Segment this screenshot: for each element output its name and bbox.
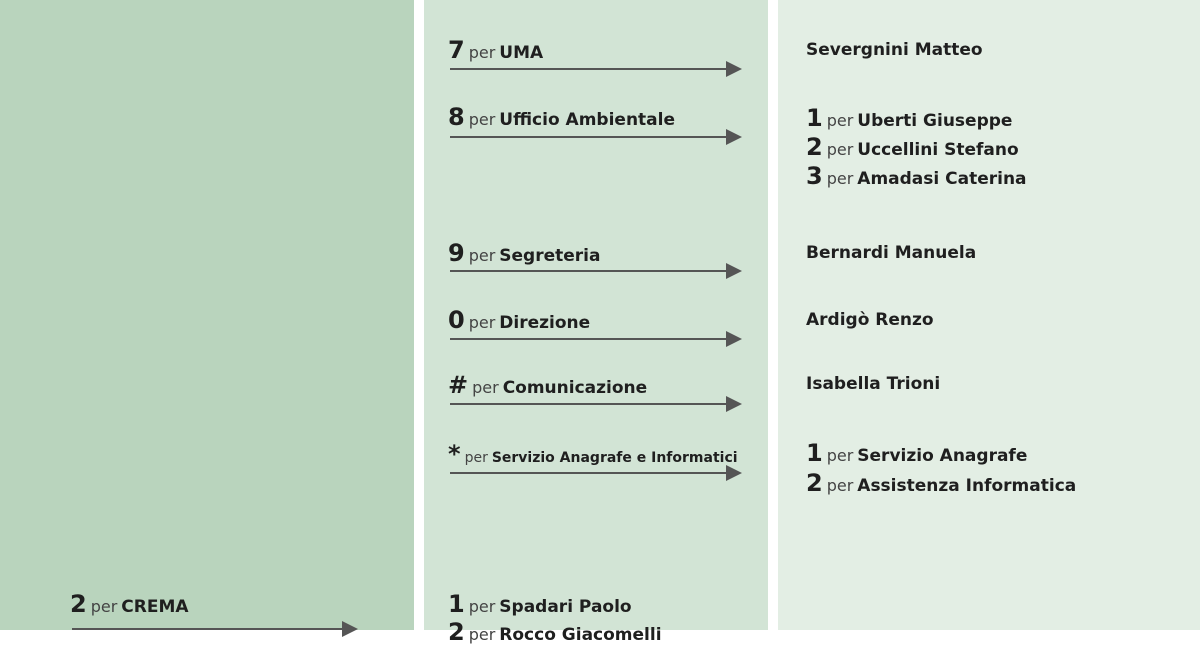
option-crema <box>70 592 189 616</box>
option-rocco-giacomelli <box>448 620 662 644</box>
option-label: Segreteria <box>499 246 601 266</box>
option-label: Ufficio Ambientale <box>499 110 676 130</box>
per-label: per <box>826 140 854 159</box>
key-label: 3 <box>806 162 823 190</box>
per-label: per <box>468 597 496 616</box>
arrow-direzione <box>450 338 740 340</box>
per-label: per <box>464 450 488 466</box>
contact-uma: Severgnini Matteo <box>806 40 983 60</box>
arrow-head-icon <box>726 331 742 347</box>
arrow-comunicazione <box>450 403 740 405</box>
key-label: 1 <box>806 439 823 467</box>
option-direzione <box>448 308 590 332</box>
arrow-segreteria <box>450 270 740 272</box>
arrow-head-icon <box>726 396 742 412</box>
per-label: per <box>826 169 854 188</box>
option-label: Comunicazione <box>502 378 648 398</box>
per-label: per <box>468 110 496 129</box>
key-label: 2 <box>806 469 823 497</box>
key-label: 2 <box>806 133 823 161</box>
per-label: per <box>468 313 496 332</box>
arrow-head-icon <box>726 465 742 481</box>
key-label: 0 <box>448 306 465 334</box>
option-label: UMA <box>499 43 544 63</box>
contact-ambientale-2 <box>806 135 1019 159</box>
option-ufficio-ambientale <box>448 105 675 129</box>
option-label: Servizio Anagrafe e Informatici <box>491 450 738 466</box>
per-label: per <box>826 476 854 495</box>
option-spadari-paolo <box>448 592 632 616</box>
contact-ambientale-3 <box>806 164 1027 188</box>
key-label: 2 <box>70 590 87 618</box>
contact-label: Assistenza Informatica <box>857 476 1077 496</box>
option-label: Rocco Giacomelli <box>499 625 662 645</box>
arrow-head-icon <box>726 263 742 279</box>
per-label: per <box>468 246 496 265</box>
option-uma <box>448 38 543 62</box>
option-servizio-anagrafe <box>448 442 738 466</box>
option-label: Direzione <box>499 313 591 333</box>
arrow-uma <box>450 68 740 70</box>
key-label: 1 <box>806 104 823 132</box>
contact-label: Amadasi Caterina <box>857 169 1027 189</box>
key-label: 9 <box>448 239 465 267</box>
contact-label: Uberti Giuseppe <box>857 111 1013 131</box>
option-segreteria <box>448 241 600 265</box>
per-label: per <box>468 43 496 62</box>
key-label: * <box>448 440 461 468</box>
contact-anagrafe-2 <box>806 471 1076 495</box>
contact-segreteria: Bernardi Manuela <box>806 243 977 263</box>
arrow-head-icon <box>342 621 358 637</box>
key-label: 8 <box>448 103 465 131</box>
arrow-head-icon <box>726 61 742 77</box>
contact-label: Servizio Anagrafe <box>857 446 1028 466</box>
arrow-head-icon <box>726 129 742 145</box>
option-comunicazione <box>448 373 647 397</box>
contact-comunicazione: Isabella Trioni <box>806 374 941 394</box>
per-label: per <box>90 597 118 616</box>
key-label: 2 <box>448 618 465 646</box>
key-label: 7 <box>448 36 465 64</box>
per-label: per <box>468 625 496 644</box>
per-label: per <box>826 111 854 130</box>
option-label: Spadari Paolo <box>499 597 632 617</box>
contact-anagrafe-1 <box>806 441 1027 465</box>
contact-label: Uccellini Stefano <box>857 140 1019 160</box>
contact-direzione: Ardigò Renzo <box>806 310 934 330</box>
contact-ambientale-1 <box>806 106 1012 130</box>
left-column <box>0 0 414 630</box>
key-label: 1 <box>448 590 465 618</box>
arrow-servizio-anagrafe <box>450 472 740 474</box>
arrow-ufficio-ambientale <box>450 136 740 138</box>
per-label: per <box>826 446 854 465</box>
option-label: CREMA <box>121 597 189 617</box>
key-label: # <box>448 371 469 399</box>
per-label: per <box>472 378 499 397</box>
